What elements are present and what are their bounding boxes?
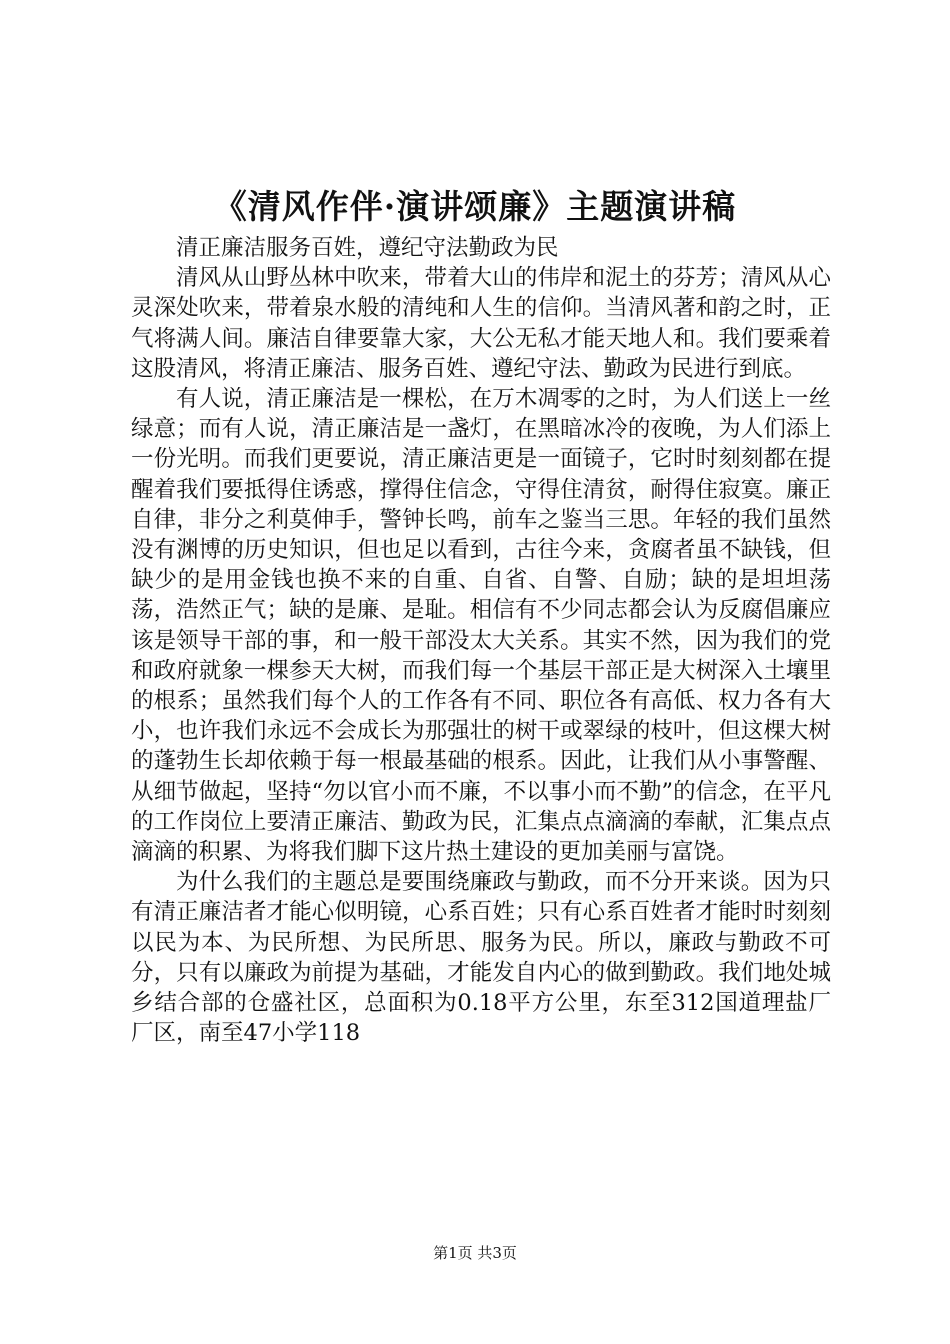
paragraph: 清风从山野丛林中吹来，带着大山的伟岸和泥土的芬芳；清风从心灵深处吹来，带着泉水般的清纯和人生的信仰。当清风著和韵之时，正气将满人间。廉洁自律要靠大家，大公无私才能天地人和。我们要乘着这股清风，将清正廉洁、服务百姓、遵纪守法、勤政为民进行到底。 <box>131 265 831 382</box>
document-title: 《清风作伴·演讲颂廉》主题演讲稿 <box>213 187 737 226</box>
document-body <box>131 233 831 1048</box>
paragraph: 有人说，清正廉洁是一棵松，在万木凋零的之时，为人们送上一丝绿意；而有人说，清正廉洁是一盏灯，在黑暗冰冷的夜晚，为人们添上一份光明。而我们更要说，清正廉洁更是一面镜子，它时时刻刻都在提醒着我们要抵得住诱惑，撑得住信念，守得住清贫，耐得住寂寞。廉正自律，非分之利莫伸手，警钟长鸣，前车之鉴当三思。年轻的我们虽然没有渊博的历史知识，但也足以看到，古往今来，贪腐者虽不缺钱，但缺少的是用金钱也换不来的自重、自省、自警、自励；缺的是坦坦荡荡，浩然正气；缺的是廉、是耻。相信有不少同志都会认为反腐倡廉应该是领导干部的事，和一般干部没太大关系。其实不然，因为我们的党和政府就象一棵参天大树，而我们每一个基层干部正是大树深入土壤里的根系；虽然我们每个人的工作各有不同、职位各有高低、权力各有大小，也许我们永远不会成长为那强壮的树干或翠绿的枝叶，但这棵大树的蓬勃生长却依赖于每一根最基础的根系。因此，让我们从小事警醒、从细节做起，坚持“勿以官小而不廉，不以事小而不勤”的信念，在平凡的工作岗位上要清正廉洁、勤政为民，汇集点点滴滴的奉献，汇集点点滴滴的积累、为将我们脚下这片热土建设的更加美丽与富饶。 <box>131 386 831 866</box>
paragraph-subtitle: 清正廉洁服务百姓，遵纪守法勤政为民 <box>176 235 559 261</box>
paragraph: 为什么我们的主题总是要围绕廉政与勤政，而不分开来谈。因为只有清正廉洁者才能心似明镜，心系百姓；只有心系百姓者才能时时刻刻以民为本、为民所想、为民所思、服务为民。所以，廉政与勤政不可分，只有以廉政为前提为基础，才能发自内心的做到勤政。我们地处城乡结合部的仓盛社区，总面积为0.18平方公里，东至312国道理盐厂厂区，南至47小学118 <box>131 869 831 1047</box>
page-footer: 第1页 共3页 <box>433 1244 517 1262</box>
